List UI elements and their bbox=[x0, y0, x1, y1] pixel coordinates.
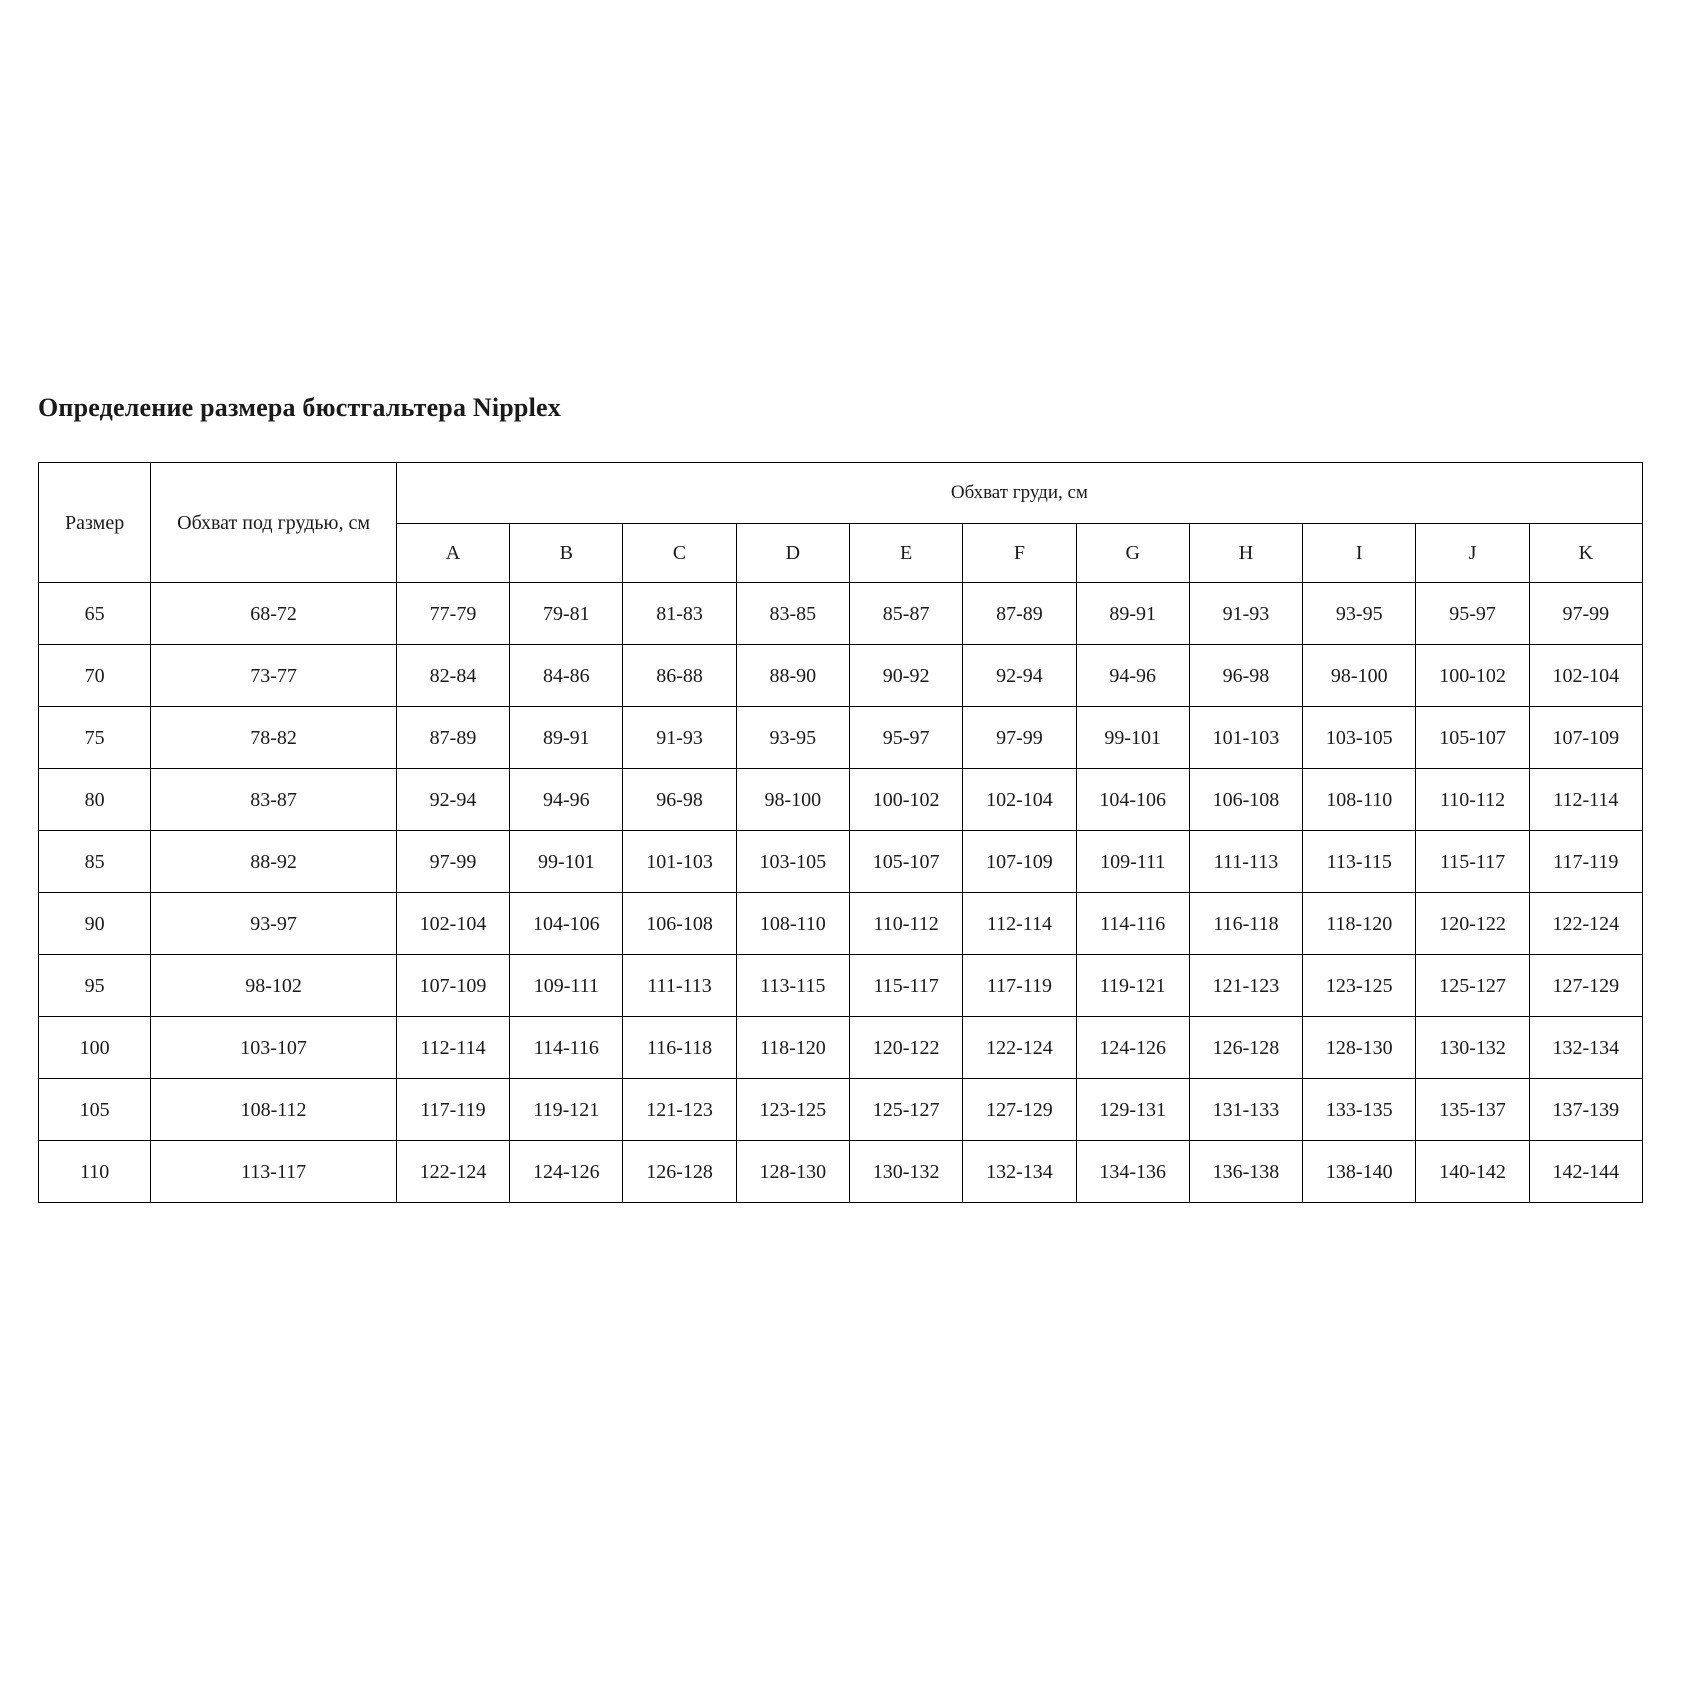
header-cup-a: A bbox=[396, 524, 509, 583]
cell-size: 105 bbox=[39, 1079, 151, 1141]
cell-cup-d: 123-125 bbox=[736, 1079, 849, 1141]
header-size: Размер bbox=[39, 463, 151, 583]
cell-cup-k: 112-114 bbox=[1529, 769, 1642, 831]
cell-underbust: 83-87 bbox=[151, 769, 397, 831]
cell-cup-e: 105-107 bbox=[850, 831, 963, 893]
cell-cup-k: 127-129 bbox=[1529, 955, 1642, 1017]
cell-cup-c: 116-118 bbox=[623, 1017, 736, 1079]
cell-underbust: 73-77 bbox=[151, 645, 397, 707]
cell-cup-c: 96-98 bbox=[623, 769, 736, 831]
cell-cup-a: 112-114 bbox=[396, 1017, 509, 1079]
cell-cup-j: 130-132 bbox=[1416, 1017, 1529, 1079]
cell-cup-f: 97-99 bbox=[963, 707, 1076, 769]
cell-size: 65 bbox=[39, 583, 151, 645]
header-cup-e: E bbox=[850, 524, 963, 583]
cell-cup-g: 104-106 bbox=[1076, 769, 1189, 831]
cell-cup-a: 102-104 bbox=[396, 893, 509, 955]
table-row bbox=[39, 645, 1643, 707]
table-row bbox=[39, 769, 1643, 831]
cell-cup-e: 125-127 bbox=[850, 1079, 963, 1141]
cell-cup-a: 82-84 bbox=[396, 645, 509, 707]
header-cup-g: G bbox=[1076, 524, 1189, 583]
cell-cup-b: 94-96 bbox=[510, 769, 623, 831]
cell-cup-k: 102-104 bbox=[1529, 645, 1642, 707]
cell-cup-d: 103-105 bbox=[736, 831, 849, 893]
cell-cup-f: 107-109 bbox=[963, 831, 1076, 893]
cell-cup-d: 128-130 bbox=[736, 1141, 849, 1203]
cell-underbust: 68-72 bbox=[151, 583, 397, 645]
cell-cup-i: 138-140 bbox=[1303, 1141, 1416, 1203]
cell-cup-b: 114-116 bbox=[510, 1017, 623, 1079]
cell-cup-g: 129-131 bbox=[1076, 1079, 1189, 1141]
page-title: Определение размера бюстгальтера Nipplex bbox=[38, 393, 561, 422]
table-row bbox=[39, 893, 1643, 955]
cell-cup-g: 109-111 bbox=[1076, 831, 1189, 893]
cell-cup-i: 128-130 bbox=[1303, 1017, 1416, 1079]
cell-underbust: 93-97 bbox=[151, 893, 397, 955]
cell-underbust: 108-112 bbox=[151, 1079, 397, 1141]
cell-cup-j: 140-142 bbox=[1416, 1141, 1529, 1203]
header-cup-h: H bbox=[1189, 524, 1302, 583]
cell-cup-h: 116-118 bbox=[1189, 893, 1302, 955]
size-table-container bbox=[38, 462, 1643, 1203]
cell-cup-i: 118-120 bbox=[1303, 893, 1416, 955]
cell-underbust: 88-92 bbox=[151, 831, 397, 893]
table-row bbox=[39, 831, 1643, 893]
cell-cup-i: 103-105 bbox=[1303, 707, 1416, 769]
cell-cup-a: 77-79 bbox=[396, 583, 509, 645]
cell-cup-e: 95-97 bbox=[850, 707, 963, 769]
cell-cup-k: 107-109 bbox=[1529, 707, 1642, 769]
cell-cup-g: 114-116 bbox=[1076, 893, 1189, 955]
cell-cup-h: 106-108 bbox=[1189, 769, 1302, 831]
cell-cup-d: 93-95 bbox=[736, 707, 849, 769]
cell-cup-h: 96-98 bbox=[1189, 645, 1302, 707]
cell-size: 70 bbox=[39, 645, 151, 707]
cell-cup-f: 122-124 bbox=[963, 1017, 1076, 1079]
cell-cup-f: 112-114 bbox=[963, 893, 1076, 955]
cell-cup-d: 98-100 bbox=[736, 769, 849, 831]
table-row bbox=[39, 1017, 1643, 1079]
cell-cup-b: 109-111 bbox=[510, 955, 623, 1017]
cell-cup-f: 127-129 bbox=[963, 1079, 1076, 1141]
cell-cup-h: 126-128 bbox=[1189, 1017, 1302, 1079]
cell-cup-c: 81-83 bbox=[623, 583, 736, 645]
cell-cup-a: 87-89 bbox=[396, 707, 509, 769]
cell-cup-e: 115-117 bbox=[850, 955, 963, 1017]
header-cup-c: C bbox=[623, 524, 736, 583]
cell-cup-d: 88-90 bbox=[736, 645, 849, 707]
cell-cup-g: 124-126 bbox=[1076, 1017, 1189, 1079]
table-header bbox=[39, 463, 1643, 583]
cell-cup-k: 132-134 bbox=[1529, 1017, 1642, 1079]
cell-cup-e: 110-112 bbox=[850, 893, 963, 955]
table-row bbox=[39, 1141, 1643, 1203]
cell-cup-b: 104-106 bbox=[510, 893, 623, 955]
header-cup-j: J bbox=[1416, 524, 1529, 583]
cell-cup-j: 115-117 bbox=[1416, 831, 1529, 893]
cell-cup-b: 84-86 bbox=[510, 645, 623, 707]
cell-cup-j: 125-127 bbox=[1416, 955, 1529, 1017]
cell-cup-g: 99-101 bbox=[1076, 707, 1189, 769]
cell-cup-g: 94-96 bbox=[1076, 645, 1189, 707]
cell-cup-i: 108-110 bbox=[1303, 769, 1416, 831]
header-cup-i: I bbox=[1303, 524, 1416, 583]
cell-size: 90 bbox=[39, 893, 151, 955]
cell-cup-g: 134-136 bbox=[1076, 1141, 1189, 1203]
cell-cup-b: 89-91 bbox=[510, 707, 623, 769]
cell-cup-h: 131-133 bbox=[1189, 1079, 1302, 1141]
cell-cup-i: 133-135 bbox=[1303, 1079, 1416, 1141]
cell-cup-b: 124-126 bbox=[510, 1141, 623, 1203]
cell-cup-e: 100-102 bbox=[850, 769, 963, 831]
cell-cup-j: 120-122 bbox=[1416, 893, 1529, 955]
cell-size: 110 bbox=[39, 1141, 151, 1203]
cell-cup-h: 111-113 bbox=[1189, 831, 1302, 893]
header-cup-k: K bbox=[1529, 524, 1642, 583]
table-row bbox=[39, 707, 1643, 769]
cell-cup-c: 101-103 bbox=[623, 831, 736, 893]
cell-cup-b: 79-81 bbox=[510, 583, 623, 645]
cell-cup-k: 122-124 bbox=[1529, 893, 1642, 955]
cell-cup-f: 117-119 bbox=[963, 955, 1076, 1017]
header-cup-d: D bbox=[736, 524, 849, 583]
cell-size: 95 bbox=[39, 955, 151, 1017]
cell-cup-j: 105-107 bbox=[1416, 707, 1529, 769]
cell-cup-c: 91-93 bbox=[623, 707, 736, 769]
cell-cup-h: 121-123 bbox=[1189, 955, 1302, 1017]
cell-cup-a: 122-124 bbox=[396, 1141, 509, 1203]
cell-underbust: 113-117 bbox=[151, 1141, 397, 1203]
cell-cup-f: 132-134 bbox=[963, 1141, 1076, 1203]
cell-cup-j: 110-112 bbox=[1416, 769, 1529, 831]
cell-cup-e: 130-132 bbox=[850, 1141, 963, 1203]
cell-cup-c: 126-128 bbox=[623, 1141, 736, 1203]
cell-underbust: 78-82 bbox=[151, 707, 397, 769]
cell-cup-h: 136-138 bbox=[1189, 1141, 1302, 1203]
cell-cup-b: 119-121 bbox=[510, 1079, 623, 1141]
cell-underbust: 98-102 bbox=[151, 955, 397, 1017]
cell-cup-e: 85-87 bbox=[850, 583, 963, 645]
cell-size: 80 bbox=[39, 769, 151, 831]
cell-cup-e: 90-92 bbox=[850, 645, 963, 707]
cell-cup-i: 123-125 bbox=[1303, 955, 1416, 1017]
cell-cup-k: 142-144 bbox=[1529, 1141, 1642, 1203]
table-row bbox=[39, 583, 1643, 645]
cell-cup-i: 98-100 bbox=[1303, 645, 1416, 707]
cell-cup-b: 99-101 bbox=[510, 831, 623, 893]
cell-cup-d: 118-120 bbox=[736, 1017, 849, 1079]
cell-cup-g: 89-91 bbox=[1076, 583, 1189, 645]
cell-cup-h: 91-93 bbox=[1189, 583, 1302, 645]
cell-cup-a: 117-119 bbox=[396, 1079, 509, 1141]
table-row bbox=[39, 1079, 1643, 1141]
header-bust-group: Обхват груди, см bbox=[396, 463, 1642, 524]
table-header-row-1 bbox=[39, 463, 1643, 524]
cell-cup-a: 107-109 bbox=[396, 955, 509, 1017]
cell-cup-g: 119-121 bbox=[1076, 955, 1189, 1017]
cell-cup-j: 135-137 bbox=[1416, 1079, 1529, 1141]
cell-cup-c: 111-113 bbox=[623, 955, 736, 1017]
cell-cup-c: 121-123 bbox=[623, 1079, 736, 1141]
table-body bbox=[39, 583, 1643, 1203]
cell-cup-i: 113-115 bbox=[1303, 831, 1416, 893]
cell-cup-k: 137-139 bbox=[1529, 1079, 1642, 1141]
cell-cup-c: 106-108 bbox=[623, 893, 736, 955]
cell-cup-k: 117-119 bbox=[1529, 831, 1642, 893]
cell-cup-k: 97-99 bbox=[1529, 583, 1642, 645]
header-cup-f: F bbox=[963, 524, 1076, 583]
cell-size: 85 bbox=[39, 831, 151, 893]
cell-underbust: 103-107 bbox=[151, 1017, 397, 1079]
cell-cup-d: 108-110 bbox=[736, 893, 849, 955]
cell-cup-a: 92-94 bbox=[396, 769, 509, 831]
cell-cup-f: 92-94 bbox=[963, 645, 1076, 707]
cell-cup-f: 102-104 bbox=[963, 769, 1076, 831]
cell-cup-j: 100-102 bbox=[1416, 645, 1529, 707]
table-row bbox=[39, 955, 1643, 1017]
cell-cup-c: 86-88 bbox=[623, 645, 736, 707]
cell-cup-d: 113-115 bbox=[736, 955, 849, 1017]
cell-size: 100 bbox=[39, 1017, 151, 1079]
cell-cup-d: 83-85 bbox=[736, 583, 849, 645]
cell-size: 75 bbox=[39, 707, 151, 769]
header-underbust: Обхват под грудью, см bbox=[151, 463, 397, 583]
cell-cup-j: 95-97 bbox=[1416, 583, 1529, 645]
cell-cup-e: 120-122 bbox=[850, 1017, 963, 1079]
cell-cup-f: 87-89 bbox=[963, 583, 1076, 645]
bra-size-table bbox=[38, 462, 1643, 1203]
cell-cup-h: 101-103 bbox=[1189, 707, 1302, 769]
cell-cup-i: 93-95 bbox=[1303, 583, 1416, 645]
header-cup-b: B bbox=[510, 524, 623, 583]
cell-cup-a: 97-99 bbox=[396, 831, 509, 893]
